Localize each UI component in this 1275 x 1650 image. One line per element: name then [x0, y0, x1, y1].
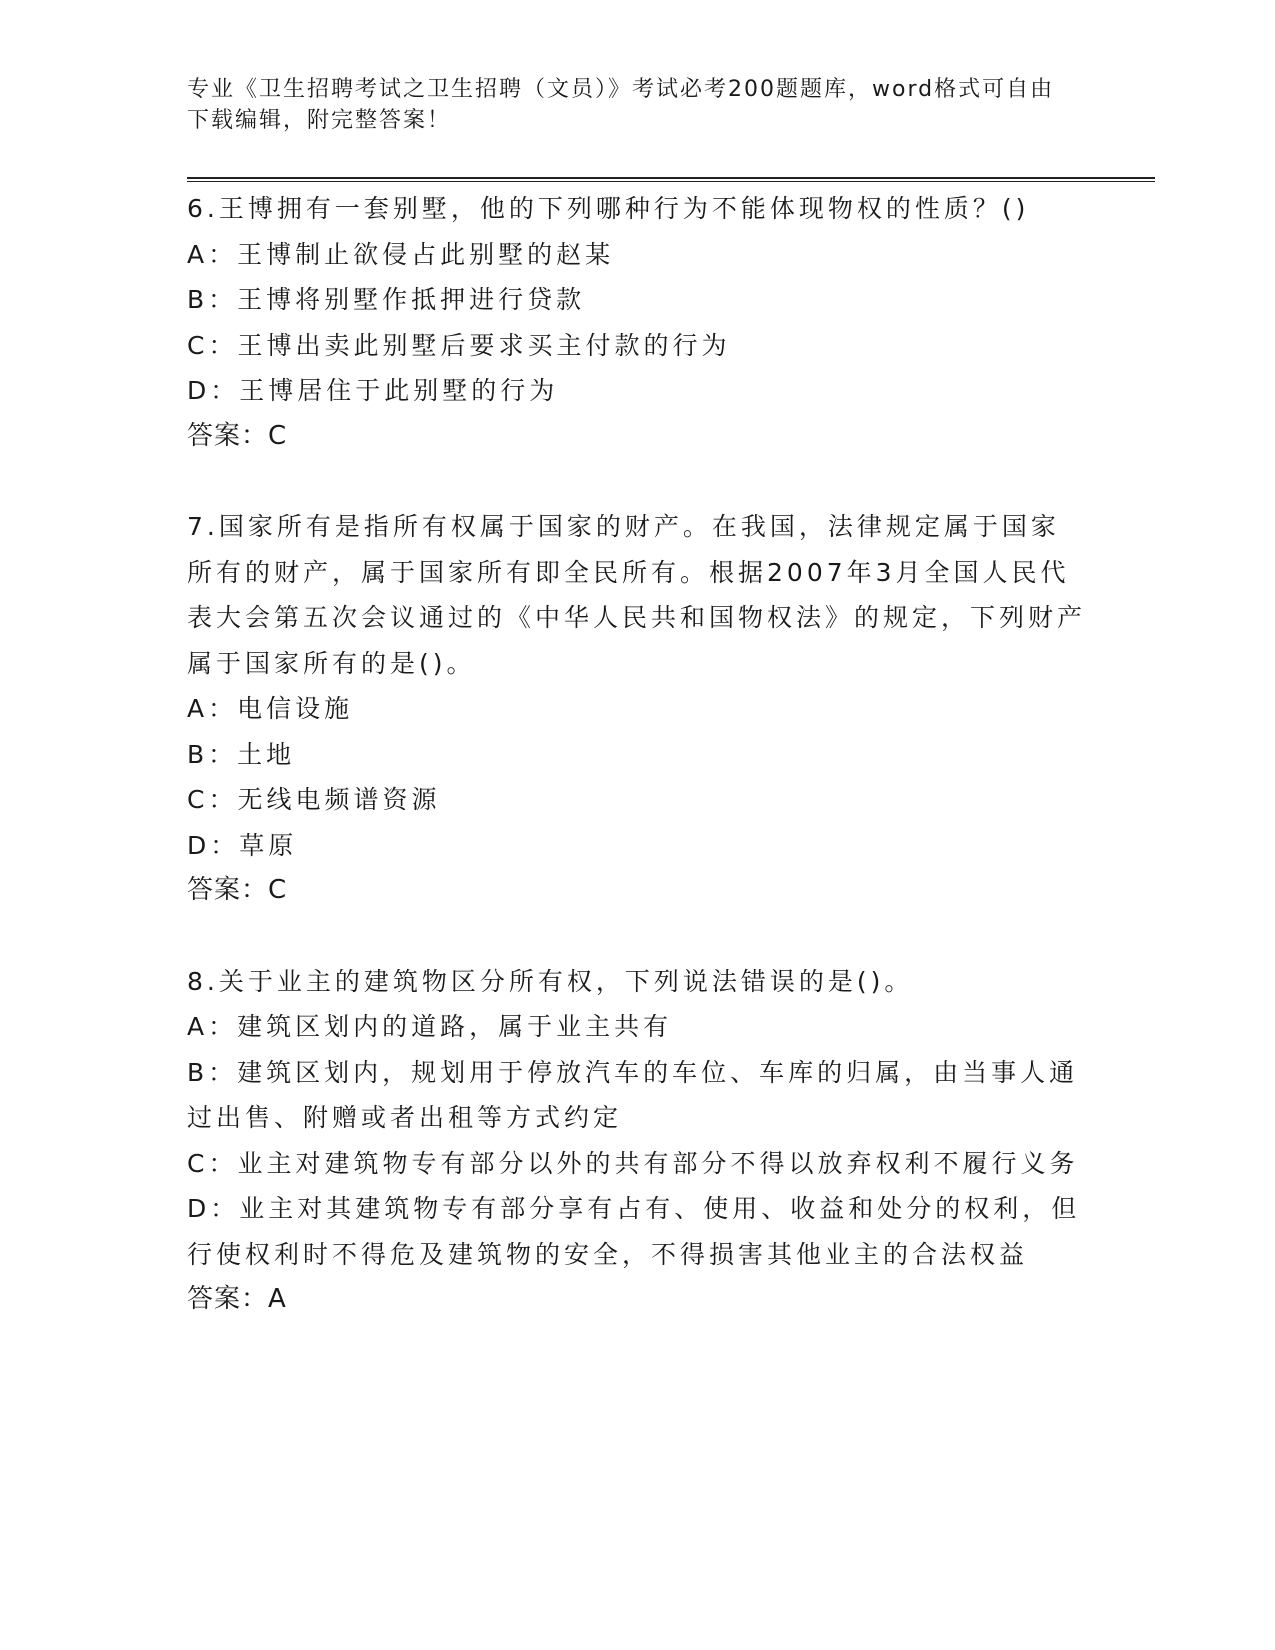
option-a: A：电信设施: [187, 694, 354, 723]
option-b: B：王博将别墅作抵押进行贷款: [187, 285, 586, 314]
header-divider-thick: [187, 177, 1155, 179]
question-block: [187, 959, 1087, 1323]
spacer: [187, 914, 1087, 959]
answer-line: 答案：C: [187, 875, 288, 905]
question-block: [187, 186, 1087, 459]
option-b: B：土地: [187, 739, 296, 769]
header-divider: [187, 177, 1155, 183]
header-divider-thin: [187, 181, 1155, 182]
page-header: 专业《卫生招聘考试之卫生招聘（文员）》考试必考200题题库，word格式可自由下载编辑，附完整答案！: [187, 77, 1055, 133]
option-d: D：草原: [187, 830, 298, 860]
option-c: C：业主对建筑物专有部分以外的共有部分不得以放弃权利不履行义务: [187, 1148, 1079, 1178]
option-d: D：业主对其建筑物专有部分享有占有、使用、收益和处分的权利，但行使权利时不得危及建筑物的安全，不得损害其他业主的合法权益: [187, 1194, 1081, 1269]
question-stem: 6.王博拥有一套别墅，他的下列哪种行为不能体现物权的性质？(): [187, 194, 1030, 223]
option-a: A：王博制止欲侵占此别墅的赵某: [187, 239, 615, 269]
question-stem: 7.国家所有是指所有权属于国家的财产。在我国，法律规定属于国家所有的财产，属于国家所有即全民所有。根据2007年3月全国人民代表大会第五次会议通过的《中华人民共和国物权法》的规定，下列财产属于国家所有的是()。: [187, 512, 1087, 678]
option-c: C：王博出卖此别墅后要求买主付款的行为: [187, 330, 731, 360]
option-a: A：建筑区划内的道路，属于业主共有: [187, 1012, 673, 1041]
answer-line: 答案：C: [187, 420, 288, 451]
option-b: B：建筑区划内，规划用于停放汽车的车位、车库的归属，由当事人通过出售、附赠或者出租等方式约定: [187, 1057, 1079, 1132]
question-stem: 8.关于业主的建筑物区分所有权，下列说法错误的是()。: [187, 966, 914, 996]
answer-line: 答案：A: [187, 1284, 287, 1314]
question-block: [187, 504, 1087, 914]
spacer: [187, 459, 1087, 504]
option-d: D：王博居住于此别墅的行为: [187, 376, 559, 405]
option-c: C：无线电频谱资源: [187, 785, 441, 814]
question-list: [187, 186, 1087, 1323]
